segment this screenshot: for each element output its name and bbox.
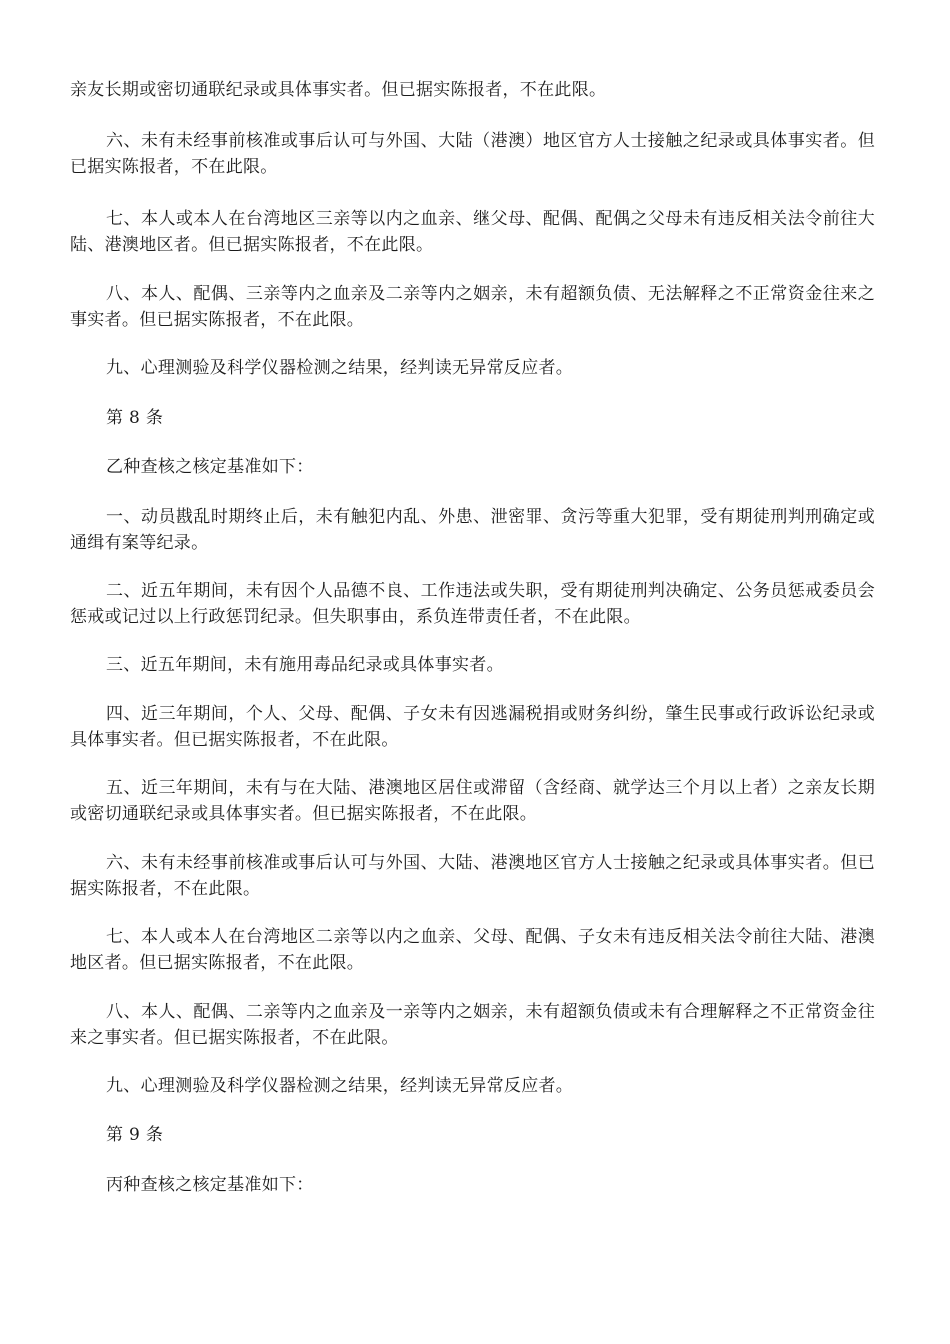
article-8-heading: 第 8 条 bbox=[106, 408, 164, 428]
article-8-item-2: 二、近五年期间，未有因个人品德不良、工作违法或失职，受有期徒刑判决确定、公务员惩戒委员会惩戒或记过以上行政惩罚纪录。但失职事由，系负连带责任者，不在此限。 bbox=[70, 581, 875, 627]
article-9-heading: 第 9 条 bbox=[106, 1125, 164, 1145]
article-8-item-1: 一、动员戡乱时期终止后，未有触犯内乱、外患、泄密罪、贪污等重大犯罪，受有期徒刑判刑确定或通缉有案等纪录。 bbox=[70, 507, 875, 553]
article-8-item-7: 七、本人或本人在台湾地区二亲等以内之血亲、父母、配偶、子女未有违反相关法令前往大陆、港澳地区者。但已据实陈报者，不在此限。 bbox=[70, 927, 875, 973]
paragraph-item-9: 九、心理测验及科学仪器检测之结果，经判读无异常反应者。 bbox=[106, 358, 574, 378]
article-8-intro: 乙种查核之核定基准如下： bbox=[106, 457, 314, 477]
paragraph-item-8: 八、本人、配偶、三亲等内之血亲及二亲等内之姻亲，未有超额负债、无法解释之不正常资金往来之事实者。但已据实陈报者，不在此限。 bbox=[70, 284, 875, 330]
paragraph-continuation: 亲友长期或密切通联纪录或具体事实者。但已据实陈报者，不在此限。 bbox=[70, 80, 607, 100]
paragraph-item-6: 六、未有未经事前核准或事后认可与外国、大陆（港澳）地区官方人士接触之纪录或具体事实者。但已据实陈报者，不在此限。 bbox=[70, 131, 875, 177]
article-8-item-5: 五、近三年期间，未有与在大陆、港澳地区居住或滞留（含经商、就学达三个月以上者）之亲友长期或密切通联纪录或具体事实者。但已据实陈报者，不在此限。 bbox=[70, 778, 875, 824]
article-8-item-6: 六、未有未经事前核准或事后认可与外国、大陆、港澳地区官方人士接触之纪录或具体事实者。但已据实陈报者，不在此限。 bbox=[70, 853, 875, 899]
paragraph-item-7: 七、本人或本人在台湾地区三亲等以内之血亲、继父母、配偶、配偶之父母未有违反相关法令前往大陆、港澳地区者。但已据实陈报者，不在此限。 bbox=[70, 209, 875, 255]
article-8-item-4: 四、近三年期间，个人、父母、配偶、子女未有因逃漏税捐或财务纠纷，肇生民事或行政诉讼纪录或具体事实者。但已据实陈报者，不在此限。 bbox=[70, 704, 875, 750]
article-8-item-3: 三、近五年期间，未有施用毒品纪录或具体事实者。 bbox=[106, 655, 504, 675]
article-8-item-9: 九、心理测验及科学仪器检测之结果，经判读无异常反应者。 bbox=[106, 1076, 574, 1096]
article-9-intro: 丙种查核之核定基准如下： bbox=[106, 1175, 314, 1195]
article-8-item-8: 八、本人、配偶、二亲等内之血亲及一亲等内之姻亲，未有超额负债或未有合理解释之不正常资金往来之事实者。但已据实陈报者，不在此限。 bbox=[70, 1002, 875, 1048]
